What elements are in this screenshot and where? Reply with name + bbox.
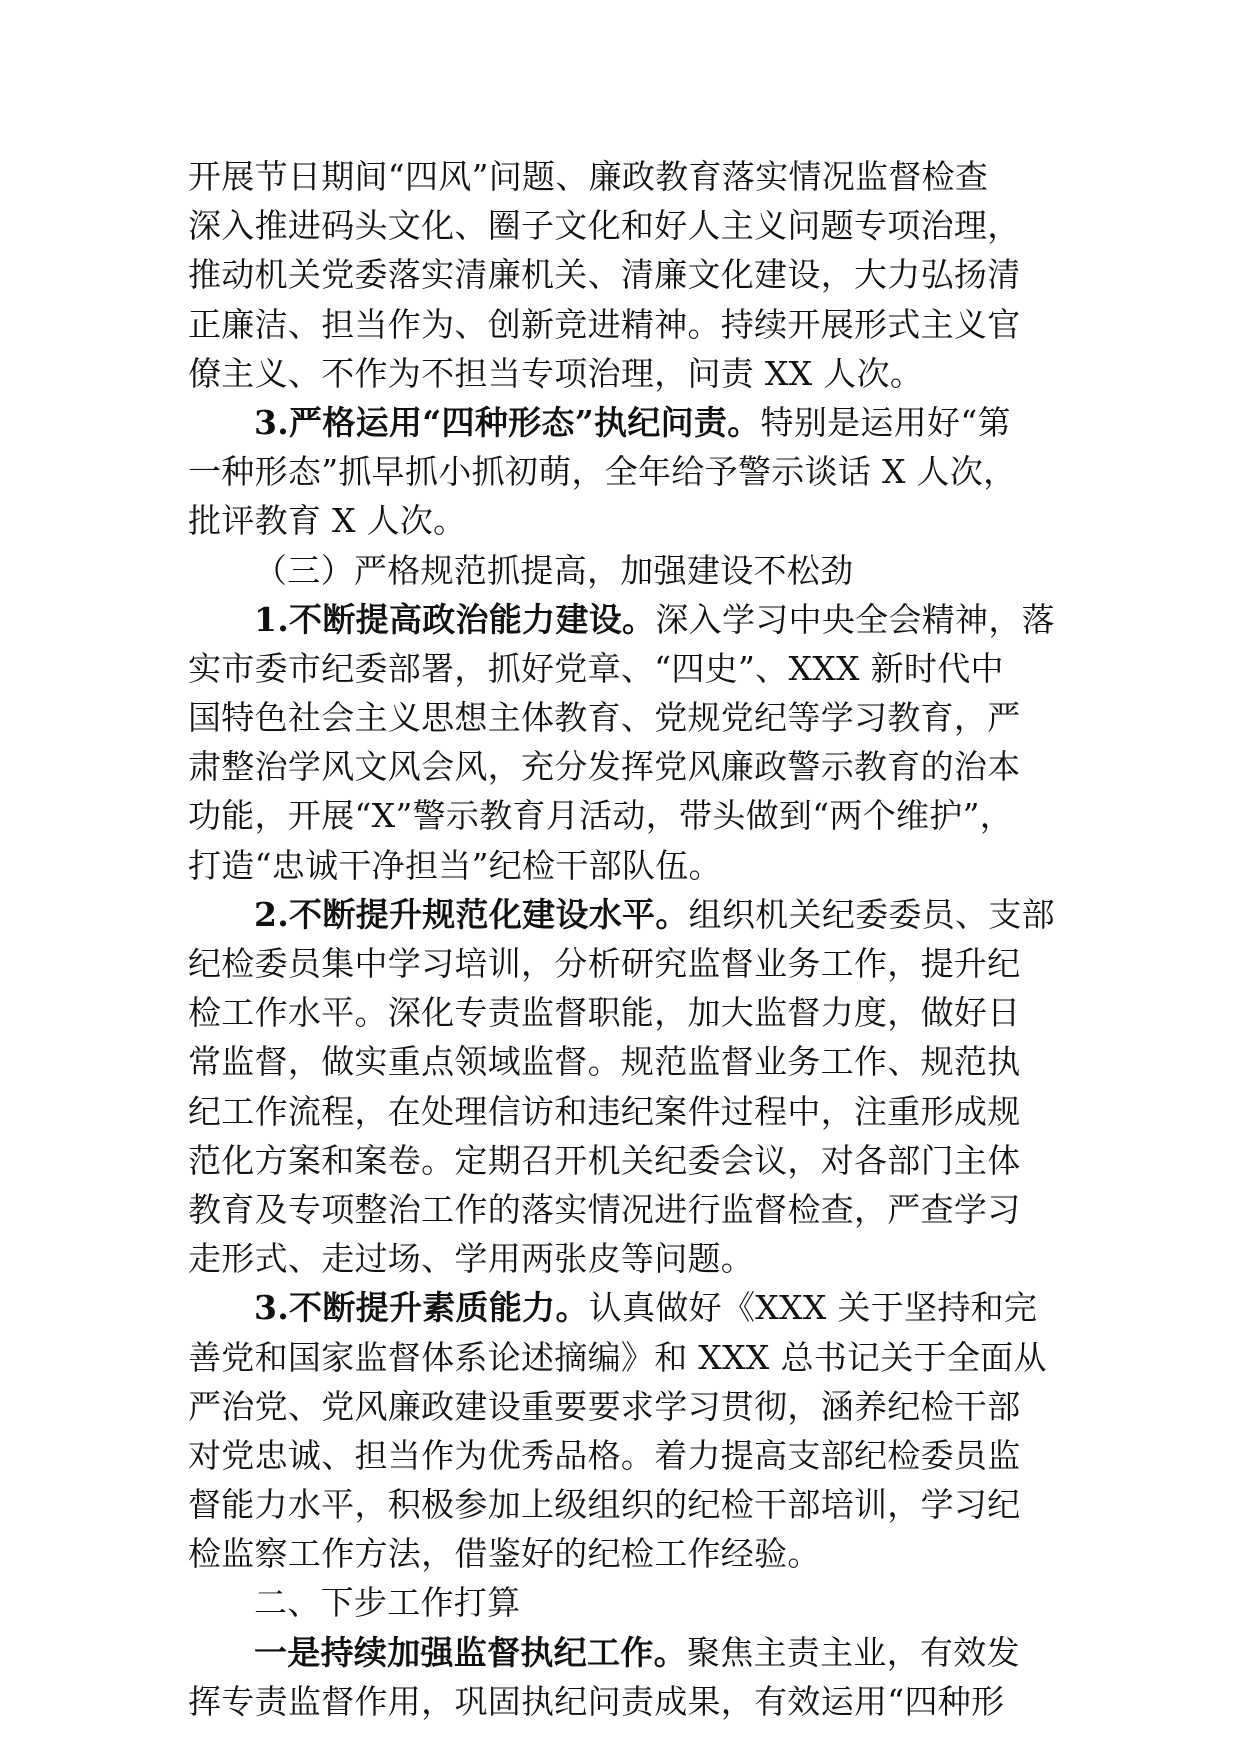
line-text: （三）严格规范抓提高，加强建设不松劲 — [254, 550, 854, 590]
subsection-heading-line — [188, 595, 1054, 644]
paragraph-line — [188, 939, 1054, 988]
line-text: 范化方案和案卷。定期召开机关纪委会议，对各部门主体 — [188, 1140, 1021, 1180]
bold-heading: 一是持续加强监督执纪工作。 — [254, 1632, 687, 1672]
line-text: 常监督，做实重点领域监督。规范监督业务工作、规范执 — [188, 1042, 1021, 1082]
line-text: 纪检委员集中学习培训，分析研究监督业务工作，提升纪 — [188, 944, 1021, 983]
paragraph-line — [188, 791, 1054, 840]
document-body — [188, 152, 1054, 1726]
line-text: 深入推进码头文化、圈子文化和好人主义问题专项治理， — [188, 206, 1021, 246]
line-text: 肃整治学风文风会风，充分发挥党风廉政警示教育的治本 — [188, 747, 1021, 787]
line-text: 走形式、走过场、学用两张皮等问题。 — [188, 1239, 755, 1279]
paragraph-line — [188, 693, 1054, 742]
paragraph-line — [188, 988, 1054, 1037]
line-text: 严治党、党风廉政建设重要要求学习贯彻，涵养纪检干部 — [188, 1386, 1021, 1426]
paragraph-line — [188, 496, 1054, 545]
section-heading — [188, 1578, 1054, 1627]
line-text: 国特色社会主义思想主体教育、党规党纪等学习教育，严 — [188, 698, 1021, 738]
paragraph-line — [188, 841, 1054, 890]
line-text: 一种形态”抓早抓小抓初萌，全年给予警示谈话 X 人次， — [188, 452, 1017, 492]
bold-heading: 3.严格运用“四种形态”执纪问责。 — [254, 402, 761, 442]
line-text: 纪工作流程，在处理信访和违纪案件过程中，注重形成规 — [188, 1091, 1021, 1131]
bold-heading: 2.不断提升规范化建设水平。 — [254, 894, 689, 934]
line-text: 推动机关党委落实清廉机关、清廉文化建设，大力弘扬清 — [188, 255, 1021, 295]
subsection-heading-line — [188, 398, 1054, 447]
line-text: 检监察工作方法，借鉴好的纪检工作经验。 — [188, 1534, 821, 1574]
line-text: 督能力水平，积极参加上级组织的纪检干部培训，学习纪 — [188, 1485, 1021, 1525]
line-text: 对党忠诚、担当作为优秀品格。着力提高支部纪检委员监 — [188, 1435, 1021, 1475]
paragraph-line — [188, 1234, 1054, 1283]
line-text: 二、下步工作打算 — [254, 1583, 521, 1623]
paragraph-line — [188, 1480, 1054, 1529]
subsection-heading-line — [188, 1628, 1054, 1677]
line-text: 僚主义、不作为不担当专项治理，问责 XX 人次。 — [188, 353, 924, 393]
line-text: 深入学习中央全会精神，落 — [655, 599, 1055, 639]
paragraph-line — [188, 1037, 1054, 1086]
paragraph-line — [188, 644, 1054, 693]
paragraph-line — [188, 1185, 1054, 1234]
line-text: 正廉洁、担当作为、创新竞进精神。持续开展形式主义官 — [188, 304, 1021, 344]
line-text: 组织机关纪委委员、支部 — [688, 894, 1055, 934]
paragraph-line — [188, 250, 1054, 299]
paragraph-line — [188, 1136, 1054, 1185]
line-text: 善党和国家监督体系论述摘编》和 XXX 总书记关于全面从 — [188, 1337, 1047, 1377]
paragraph-line — [188, 1382, 1054, 1431]
paragraph-line — [188, 152, 1054, 201]
paragraph-line — [188, 1677, 1054, 1726]
paragraph-line — [188, 742, 1054, 791]
paragraph-line — [188, 1431, 1054, 1480]
paragraph-line — [188, 349, 1054, 398]
subsection-heading-line — [188, 890, 1054, 939]
paragraph-line — [188, 201, 1054, 250]
line-text: 特别是运用好“第 — [760, 402, 1011, 442]
subsection-heading-line — [188, 1283, 1054, 1332]
paragraph-line — [188, 1529, 1054, 1578]
paragraph-line — [188, 300, 1054, 349]
line-text: 打造“忠诚干净担当”纪检干部队伍。 — [188, 845, 722, 885]
bold-heading: 3.不断提升素质能力。 — [254, 1288, 589, 1328]
line-text: 开展节日期间“四风”问题、廉政教育落实情况监督检查 — [188, 157, 989, 196]
line-text: 挥专责监督作用，巩固执纪问责成果，有效运用“四种形 — [188, 1681, 1005, 1721]
line-text: 检工作水平。深化专责监督职能，加大监督力度，做好日 — [188, 993, 1021, 1033]
section-heading — [188, 546, 1054, 595]
line-text: 功能，开展“X”警示教育月活动，带头做到“两个维护”， — [188, 796, 1014, 836]
paragraph-line — [188, 1087, 1054, 1136]
paragraph-line — [188, 1333, 1054, 1382]
line-text: 认真做好《XXX 关于坚持和完 — [588, 1288, 1038, 1328]
line-text: 批评教育 X 人次。 — [188, 501, 467, 541]
bold-heading: 1.不断提高政治能力建设。 — [254, 599, 656, 639]
line-text: 聚焦主责主业，有效发 — [686, 1632, 1020, 1672]
line-text: 教育及专项整治工作的落实情况进行监督检查，严查学习 — [188, 1189, 1021, 1229]
paragraph-line — [188, 447, 1054, 496]
line-text: 实市委市纪委部署，抓好党章、“四史”、XXX 新时代中 — [188, 648, 1004, 688]
